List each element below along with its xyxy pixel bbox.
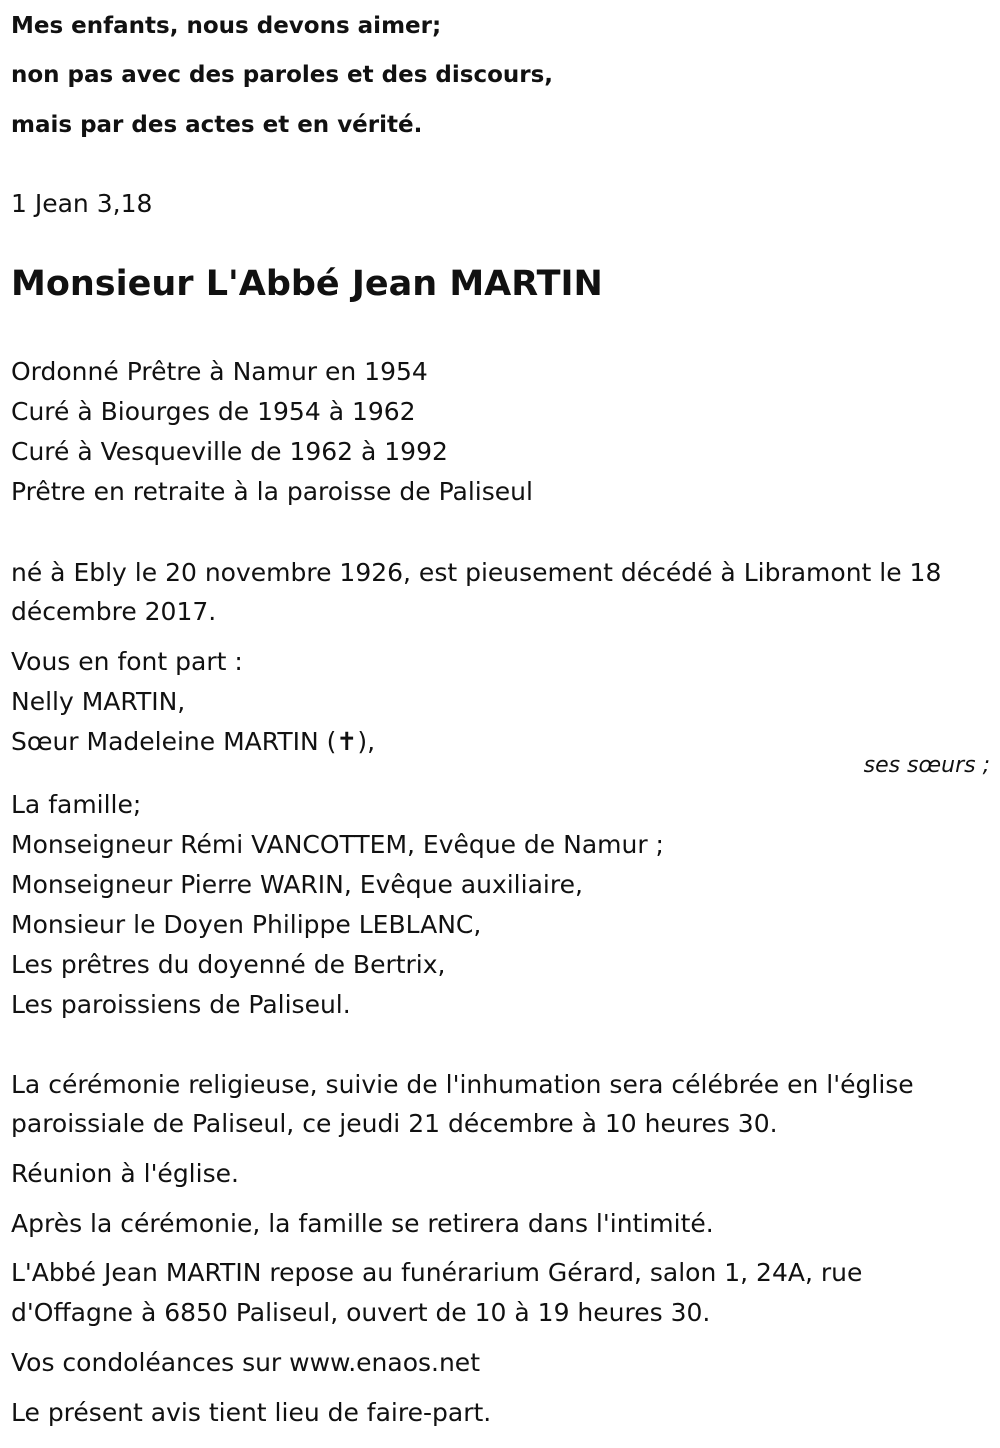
quote-line-3: mais par des actes et en vérité. bbox=[11, 112, 423, 138]
rest-line-2: d'Offagne à 6850 Paliseul, ouvert de 10 à 19 heures 30. bbox=[11, 1298, 711, 1327]
condolences-text: Vos condoléances sur www.enaos.net bbox=[11, 1348, 480, 1377]
sister-name: Nelly MARTIN, bbox=[11, 687, 186, 716]
career-line: Curé à Biourges de 1954 à 1962 bbox=[11, 397, 416, 426]
announcers-intro: Vous en font part : bbox=[11, 647, 243, 676]
ceremony-line-2: paroissiale de Paliseul, ce jeudi 21 décembre à 10 heures 30. bbox=[11, 1109, 778, 1138]
announcer-line: Les paroissiens de Paliseul. bbox=[11, 990, 351, 1019]
death-notice-line-2: décembre 2017. bbox=[11, 597, 217, 626]
announcer-line: Monseigneur Pierre WARIN, Evêque auxiliaire, bbox=[11, 870, 583, 899]
career-line: Ordonné Prêtre à Namur en 1954 bbox=[11, 357, 428, 386]
ceremony-line-1: La cérémonie religieuse, suivie de l'inhumation sera célébrée en l'église bbox=[11, 1070, 914, 1099]
rest-line-1: L'Abbé Jean MARTIN repose au funérarium Gérard, salon 1, 24A, rue bbox=[11, 1258, 863, 1287]
deceased-name: Monsieur L'Abbé Jean MARTIN bbox=[11, 264, 603, 304]
announcer-line: Monsieur le Doyen Philippe LEBLANC, bbox=[11, 910, 482, 939]
announcer-line: Monseigneur Rémi VANCOTTEM, Evêque de Namur ; bbox=[11, 830, 664, 859]
sisters-label: ses sœurs ; bbox=[863, 753, 990, 778]
after-ceremony-text: Après la cérémonie, la famille se retirera dans l'intimité. bbox=[11, 1209, 714, 1238]
quote-line-1: Mes enfants, nous devons aimer; bbox=[11, 13, 442, 39]
closing-text: Le présent avis tient lieu de faire-part. bbox=[11, 1398, 492, 1427]
quote-reference: 1 Jean 3,18 bbox=[11, 189, 153, 218]
announcer-line: Les prêtres du doyenné de Bertrix, bbox=[11, 950, 446, 979]
sister-name: Sœur Madeleine MARTIN (✝), bbox=[11, 727, 376, 756]
announcer-line: La famille; bbox=[11, 790, 142, 819]
death-notice-line-1: né à Ebly le 20 novembre 1926, est pieusement décédé à Libramont le 18 bbox=[11, 558, 942, 587]
career-line: Prêtre en retraite à la paroisse de Paliseul bbox=[11, 477, 533, 506]
meeting-text: Réunion à l'église. bbox=[11, 1159, 239, 1188]
quote-line-2: non pas avec des paroles et des discours, bbox=[11, 62, 554, 88]
career-line: Curé à Vesqueville de 1962 à 1992 bbox=[11, 437, 448, 466]
